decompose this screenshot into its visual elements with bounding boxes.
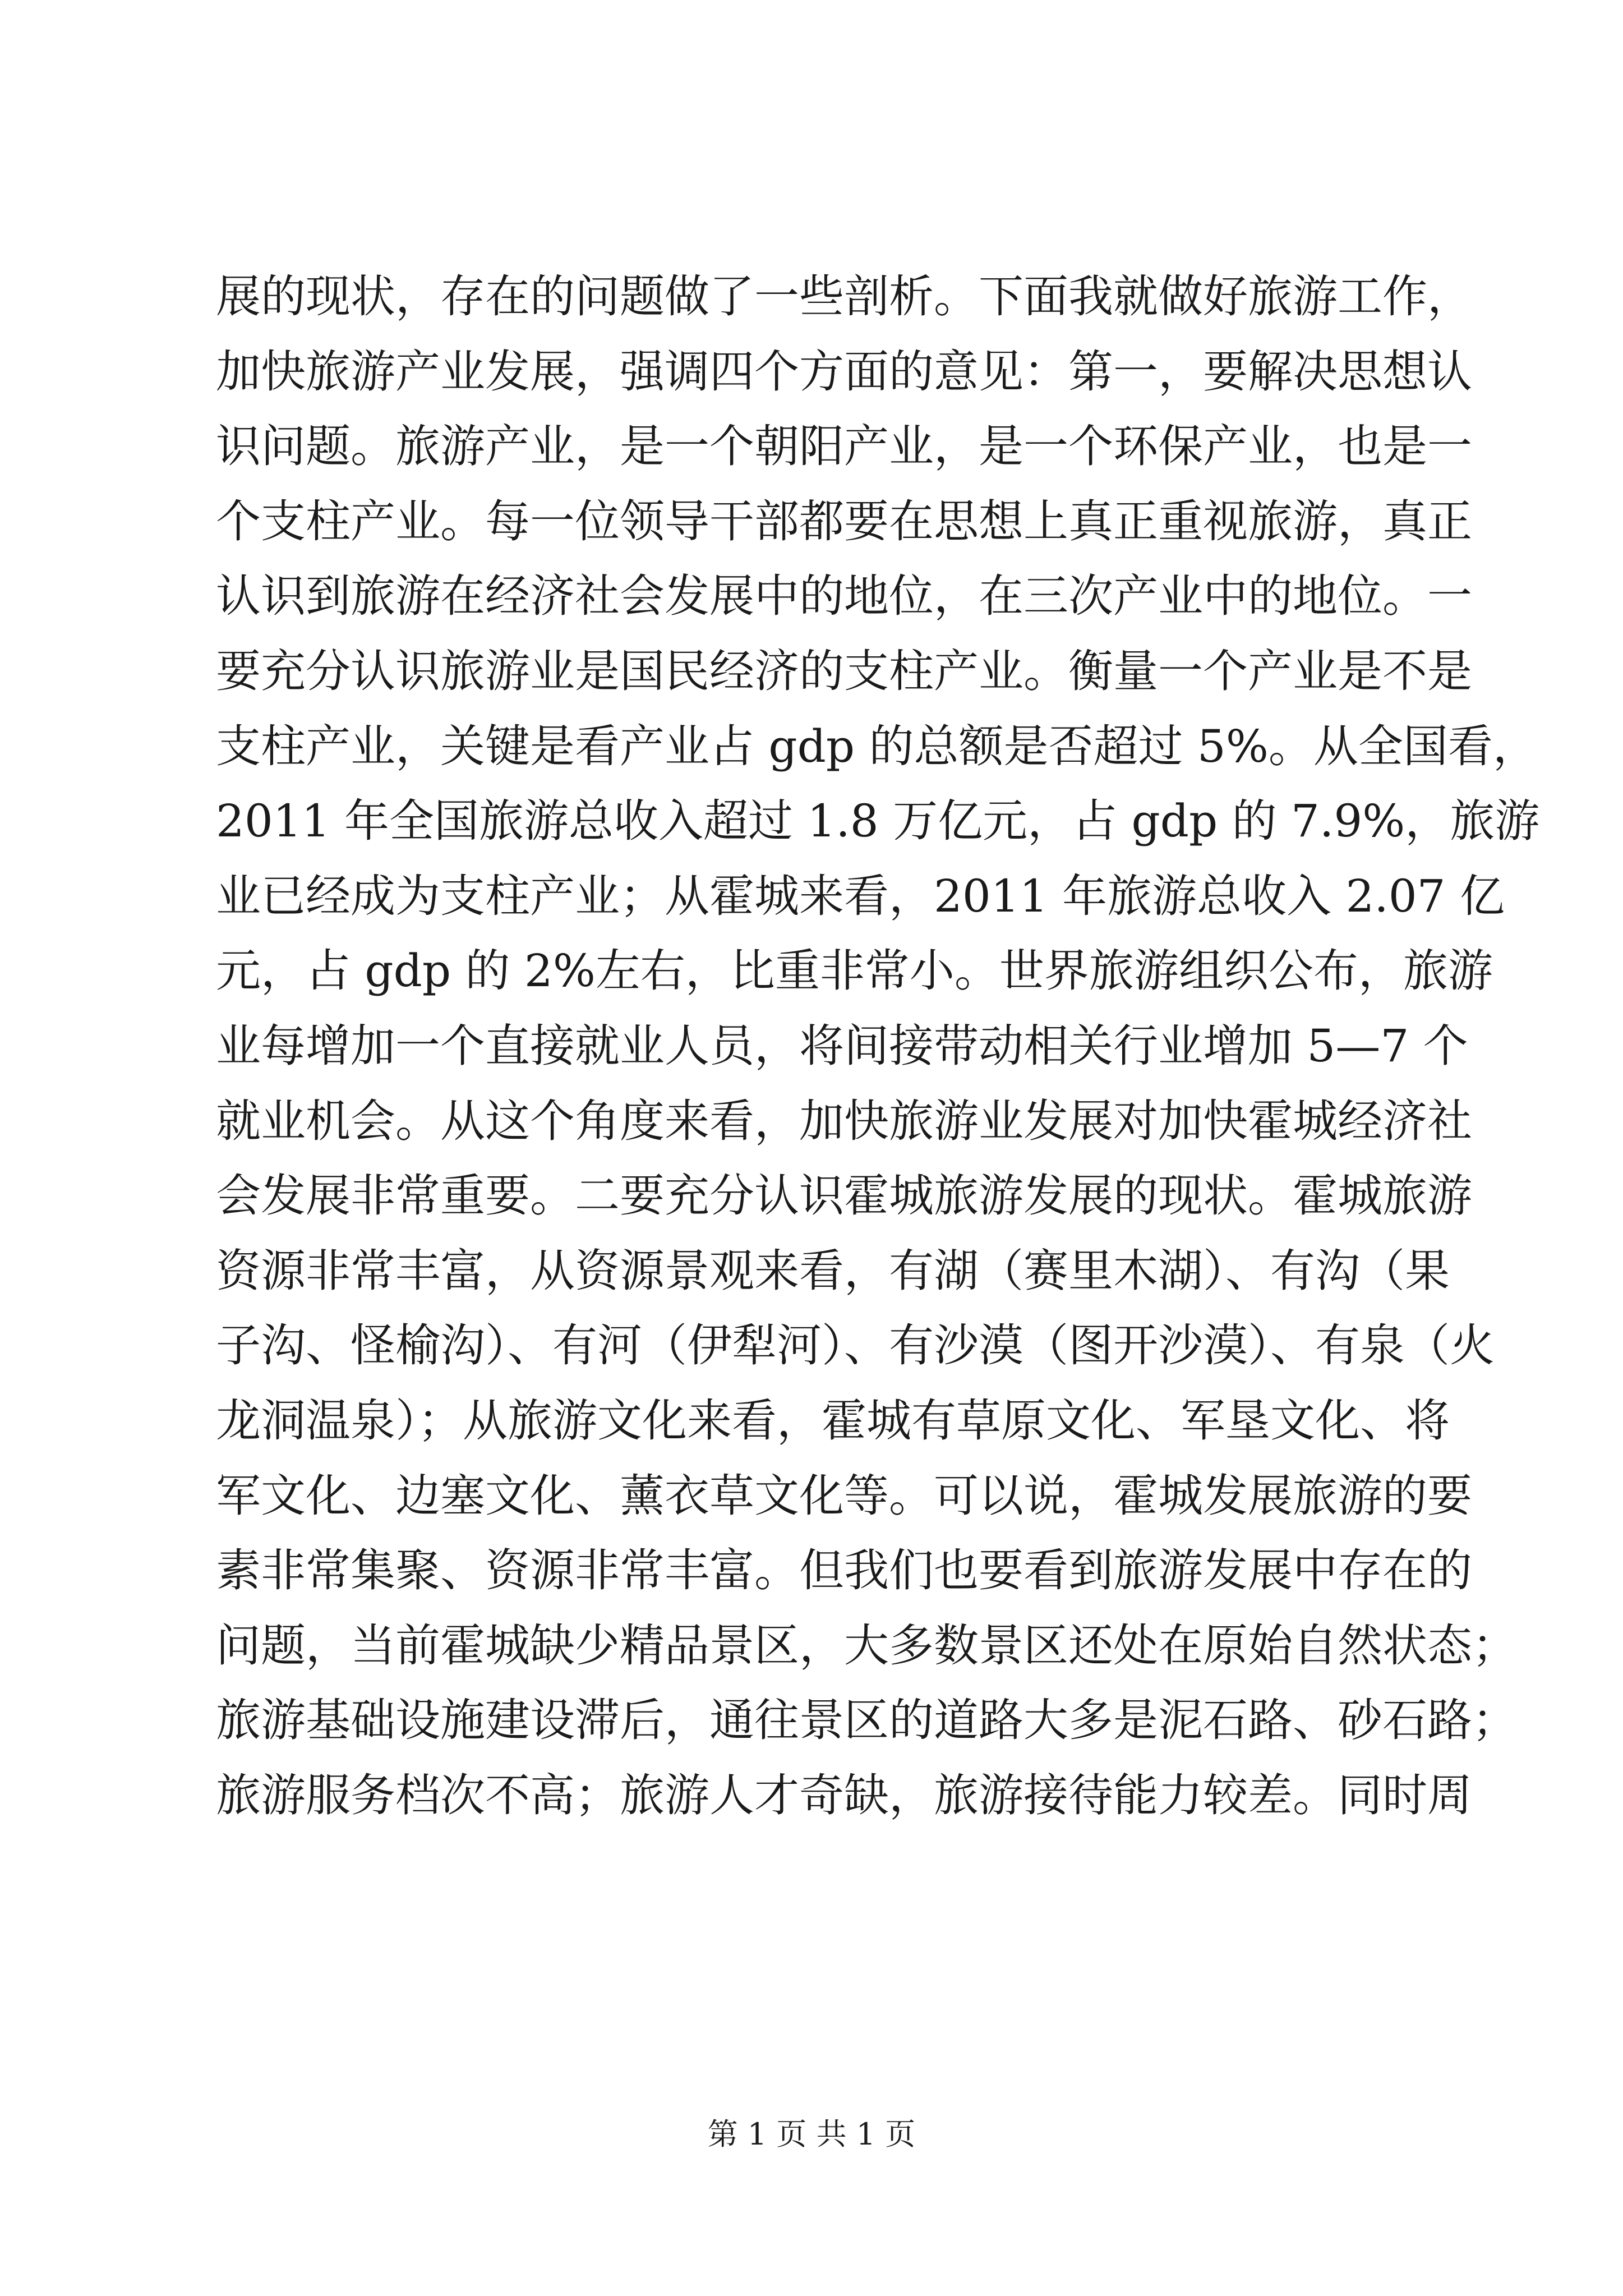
body-text — [216, 259, 1540, 1833]
text-line: 要充分认识旅游业是国民经济的支柱产业。衡量一个产业是不是 — [216, 645, 1472, 697]
text-line: 旅游基础设施建设滞后，通往景区的道路大多是泥石路、砂石路； — [216, 1694, 1517, 1747]
text-line: 军文化、边塞文化、薰衣草文化等。可以说，霍城发展旅游的要 — [216, 1469, 1472, 1522]
text-line: 资源非常丰富，从资源景观来看，有湖（赛里木湖）、有沟（果 — [216, 1244, 1450, 1297]
text-line: 识问题。旅游产业，是一个朝阳产业，是一个环保产业，也是一 — [216, 420, 1472, 473]
text-line: 认识到旅游在经济社会发展中的地位，在三次产业中的地位。一 — [216, 570, 1472, 623]
text-line: 元，占 gdp 的 2%左右，比重非常小。世界旅游组织公布，旅游 — [216, 945, 1493, 997]
text-line: 支柱产业，关键是看产业占 gdp 的总额是否超过 5%。从全国看， — [216, 720, 1538, 772]
text-line: 就业机会。从这个角度来看，加快旅游业发展对加快霍城经济社 — [216, 1094, 1472, 1147]
text-line: 业已经成为支柱产业；从霍城来看，2011 年旅游总收入 2.07 亿 — [216, 869, 1505, 922]
text-line: 龙洞温泉）；从旅游文化来看，霍城有草原文化、军垦文化、将 — [216, 1394, 1450, 1447]
text-line: 问题，当前霍城缺少精品景区，大多数景区还处在原始自然状态； — [216, 1619, 1517, 1672]
text-line: 会发展非常重要。二要充分认识霍城旅游发展的现状。霍城旅游 — [216, 1170, 1472, 1222]
page-footer: 第 1 页 共 1 页 — [707, 2116, 916, 2152]
text-line: 个支柱产业。每一位领导干部都要在思想上真正重视旅游，真正 — [216, 495, 1472, 547]
text-line: 旅游服务档次不高；旅游人才奇缺，旅游接待能力较差。同时周 — [216, 1769, 1472, 1821]
text-line: 展的现状，存在的问题做了一些剖析。下面我就做好旅游工作， — [216, 270, 1472, 323]
text-line: 素非常集聚、资源非常丰富。但我们也要看到旅游发展中存在的 — [216, 1544, 1472, 1597]
text-line: 加快旅游产业发展，强调四个方面的意见：第一，要解决思想认 — [216, 345, 1472, 398]
text-line: 子沟、怪榆沟）、有河（伊犁河）、有沙漠（图开沙漠）、有泉（火 — [216, 1319, 1495, 1372]
text-line: 业每增加一个直接就业人员，将间接带动相关行业增加 5—7 个 — [216, 1019, 1468, 1072]
text-line: 2011 年全国旅游总收入超过 1.8 万亿元，占 gdp 的 7.9%，旅游 — [216, 795, 1540, 848]
